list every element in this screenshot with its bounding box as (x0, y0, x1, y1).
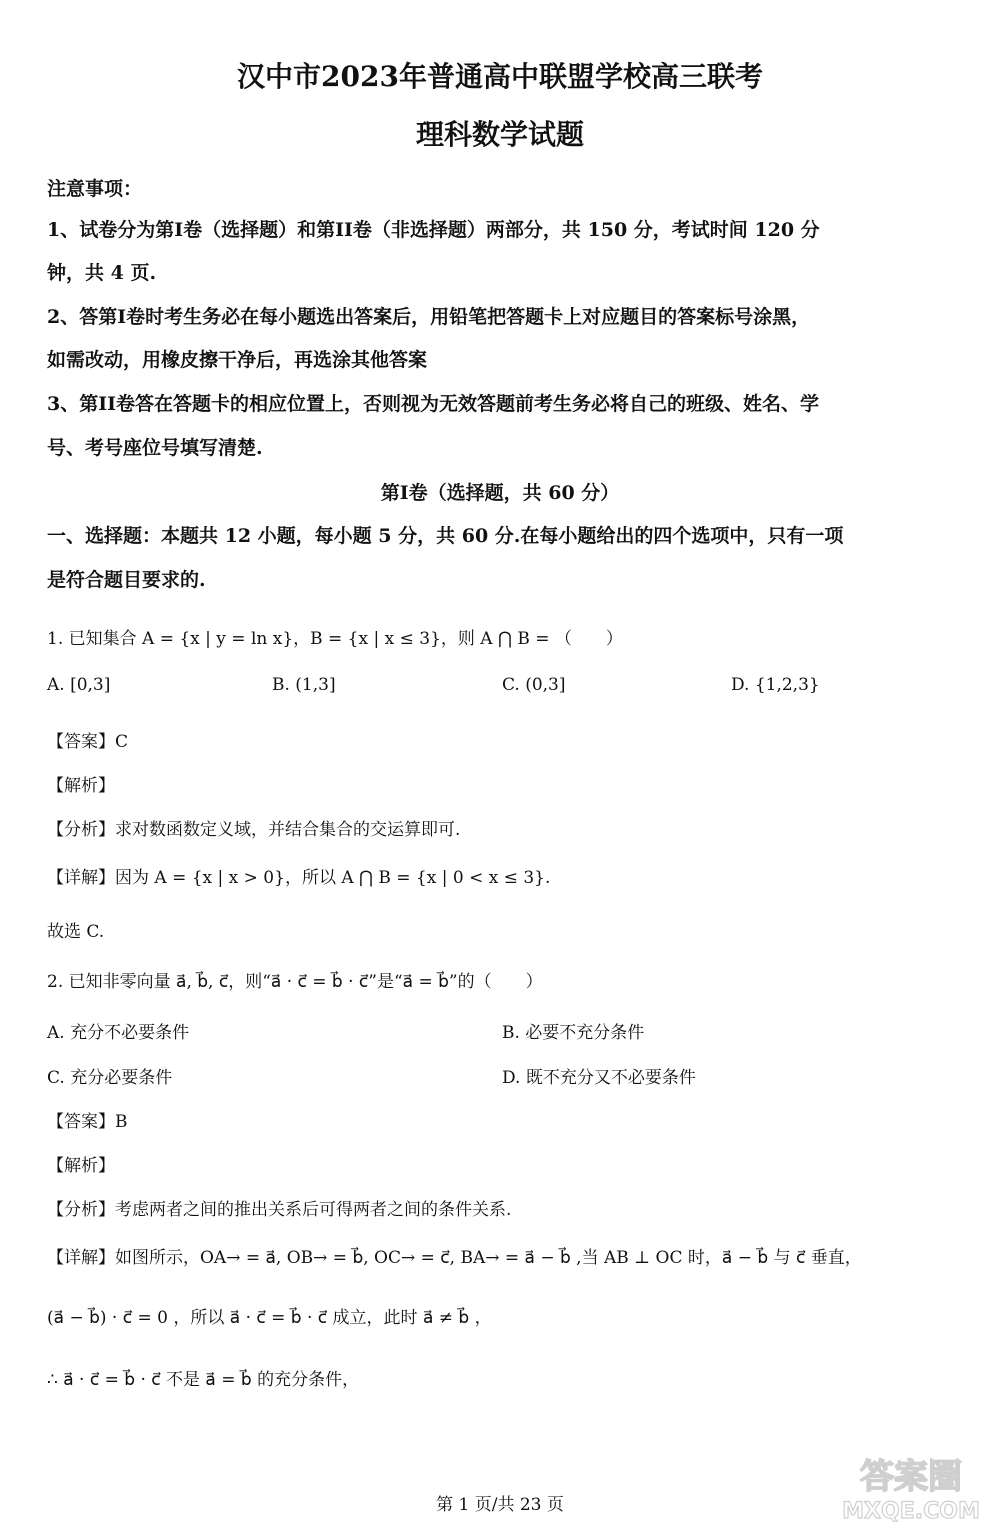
section-description-cont: 是符合题目要求的. (47, 569, 206, 591)
question-1-detail: 【详解】因为 A = {x | x > 0}，所以 A ⋂ B = {x | 0 < x ≤ 3}. (47, 868, 551, 888)
svg-text:答案圈: 答案圈 (860, 1457, 962, 1497)
question-2-option-d: D. 既不充分又不必要条件 (502, 1068, 696, 1088)
question-1-analysis: 【分析】求对数函数定义域，并结合集合的交运算即可. (47, 820, 461, 840)
question-2-analysis: 【分析】考虑两者之间的推出关系后可得两者之间的条件关系. (47, 1200, 512, 1220)
question-2-detail-cont-2: ∴ a⃗ · c⃗ = b⃗ · c⃗ 不是 a⃗ = b⃗ 的充分条件， (47, 1370, 360, 1390)
question-1-conclusion: 故选 C. (47, 922, 105, 942)
section-description: 一、选择题：本题共 12 小题，每小题 5 分，共 60 分.在每小题给出的四个选项中，只有一项 (47, 525, 844, 547)
page-subtitle: 理科数学试题 (415, 118, 584, 151)
question-2-jiexi: 【解析】 (47, 1156, 115, 1176)
question-1-jiexi: 【解析】 (47, 776, 115, 796)
notice-item-2: 2、答第I卷时考生务必在每小题选出答案后，用铅笔把答题卡上对应题目的答案标号涂黑， (47, 306, 811, 328)
watermark-logo (836, 1448, 986, 1526)
question-1-option-c: C. (0,3] (502, 675, 566, 695)
page-footer: 第 1 页/共 23 页 (436, 1495, 564, 1515)
page-title: 汉中市2023年普通高中联盟学校高三联考 (237, 60, 763, 93)
notice-item-3-cont: 号、考号座位号填写清楚. (47, 437, 263, 459)
notice-item-3: 3、第II卷答在答题卡的相应位置上，否则视为无效答题前考生务必将自己的班级、姓名、学 (47, 393, 819, 415)
question-2-option-a: A. 充分不必要条件 (47, 1023, 190, 1043)
notice-item-2-cont: 如需改动，用橡皮擦干净后，再选涂其他答案 (47, 349, 428, 371)
question-2-option-b: B. 必要不充分条件 (502, 1023, 645, 1043)
notice-item-1-cont: 钟，共 4 页. (47, 262, 157, 284)
section-title: 第I卷（选择题，共 60 分） (380, 482, 620, 504)
question-2-detail: 【详解】如图所示，OA→ = a⃗, OB→ = b⃗, OC→ = c⃗, BA→ = a⃗ − b⃗ ,当 AB ⊥ OC 时，a⃗ − b⃗ 与 c⃗ 垂直， (47, 1248, 862, 1268)
question-1-option-d: D. {1,2,3} (731, 675, 820, 695)
notice-heading: 注意事项： (47, 178, 143, 200)
question-2-detail-cont: (a⃗ − b⃗) · c⃗ = 0 ，所以 a⃗ · c⃗ = b⃗ · c⃗ 成立，此时 a⃗ ≠ b⃗ ， (47, 1308, 492, 1328)
question-1-option-b: B. (1,3] (272, 675, 336, 695)
question-1-option-a: A. [0,3] (47, 675, 111, 695)
question-2-stem: 2. 已知非零向量 a⃗, b⃗, c⃗，则“a⃗ · c⃗ = b⃗ · c⃗”是“a⃗ = b⃗”的（ ） (47, 972, 543, 992)
question-1-answer: 【答案】C (47, 732, 129, 752)
question-1-stem: 1. 已知集合 A = {x | y = ln x}，B = {x | x ≤ 3}，则 A ⋂ B = （ ） (47, 629, 623, 649)
notice-item-1: 1、试卷分为第I卷（选择题）和第II卷（非选择题）两部分，共 150 分，考试时间 120 分 (47, 219, 820, 241)
watermark-graphic (836, 1448, 986, 1526)
question-2-option-c: C. 充分必要条件 (47, 1068, 173, 1088)
question-2-answer: 【答案】B (47, 1112, 128, 1132)
svg-text:MXQE.COM: MXQE.COM (842, 1499, 980, 1524)
